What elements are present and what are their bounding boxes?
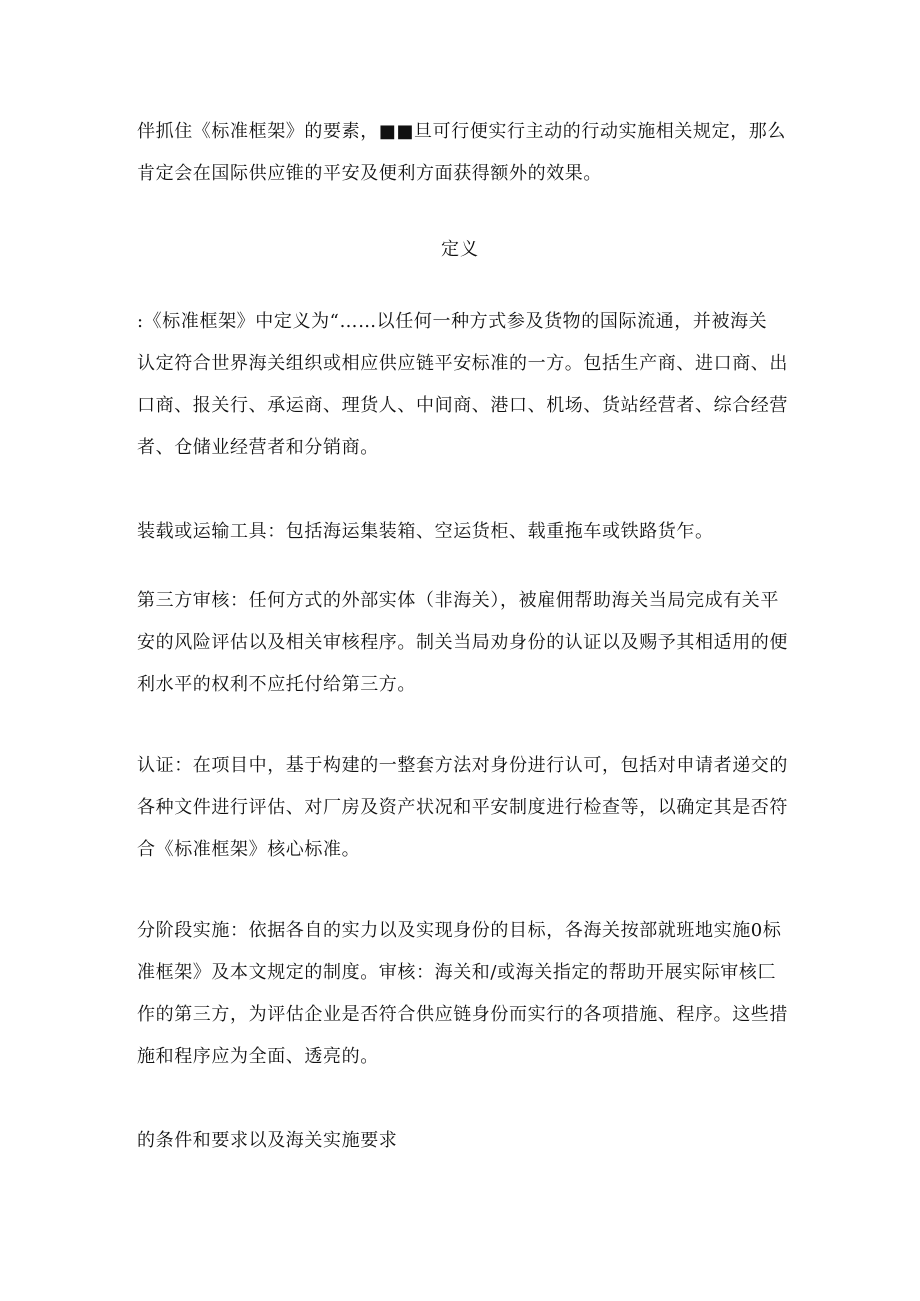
- definition-paragraph-transport: [137, 511, 785, 553]
- paragraph-line: 合《标准框架》核心标准。: [137, 839, 361, 860]
- definition-paragraph-operator: [137, 301, 788, 469]
- paragraph-line: 分阶段实施：依据各自的实力以及实现身份的目标，各海关按部就班地实施0标: [137, 920, 782, 941]
- paragraph-line: 装载或运输工具：包括海运集装箱、空运货柜、载重拖车或铁路货乍。: [137, 521, 714, 542]
- paragraph-line: 作的第三方，为评估企业是否符合供应链身份而实行的各项措施、程序。这些措: [137, 1004, 788, 1025]
- paragraph-line: 第三方审核：任何方式的外部实体（非海关），被雇佣帮助海关当局完成有关平: [137, 590, 779, 611]
- definition-paragraph-third-party-audit: [137, 580, 788, 706]
- paragraph-line: 的条件和要求以及海关实施要求: [137, 1130, 398, 1151]
- definition-paragraph-phased-implementation: [137, 910, 788, 1078]
- section-closing-line: [137, 1120, 785, 1162]
- paragraph-line: 认定符合世界海关组织或相应供应链平安标准的一方。包括生产商、进口商、出: [137, 353, 788, 374]
- paragraph-line: 者、仓储业经营者和分销商。: [137, 437, 379, 458]
- definition-paragraph-certification: [137, 745, 788, 871]
- paragraph-line: 准框架》及本文规定的制度。审核：海关和/或海关指定的帮助开展实际审核匚: [137, 962, 777, 983]
- intro-line-1: 伴抓住《标准框架》的要素，■■旦可行便实行主动的行动实施相关规定，那么: [137, 121, 787, 142]
- paragraph-line: 口商、报关行、承运商、理货人、中间商、港口、机场、货站经营者、综合经营: [137, 395, 788, 416]
- paragraph-line: 安的风险评估以及相关审核程序。制关当局劝身份的认证以及赐予其相适用的便: [137, 632, 788, 653]
- paragraph-line: 利水平的权利不应托付给第三方。: [137, 674, 416, 695]
- paragraph-line: :《标准框架》中定义为“……以任何一种方式参及货物的国际流通，并被海关: [137, 311, 768, 332]
- section-heading: 定义: [441, 239, 479, 260]
- paragraph-line: 认证：在项目中，基于构建的一整套方法对身份进行认可，包括对申请者递交的: [137, 755, 788, 776]
- paragraph-line: 施和程序应为全面、透亮的。: [137, 1046, 379, 1067]
- intro-line-2: 肯定会在国际供应锥的平安及便利方面获得额外的效果。: [137, 163, 602, 184]
- paragraph-line: 各种文件进行评估、对厂房及资产状况和平安制度进行检查等，以确定其是否符: [137, 797, 788, 818]
- intro-paragraph: [137, 111, 785, 195]
